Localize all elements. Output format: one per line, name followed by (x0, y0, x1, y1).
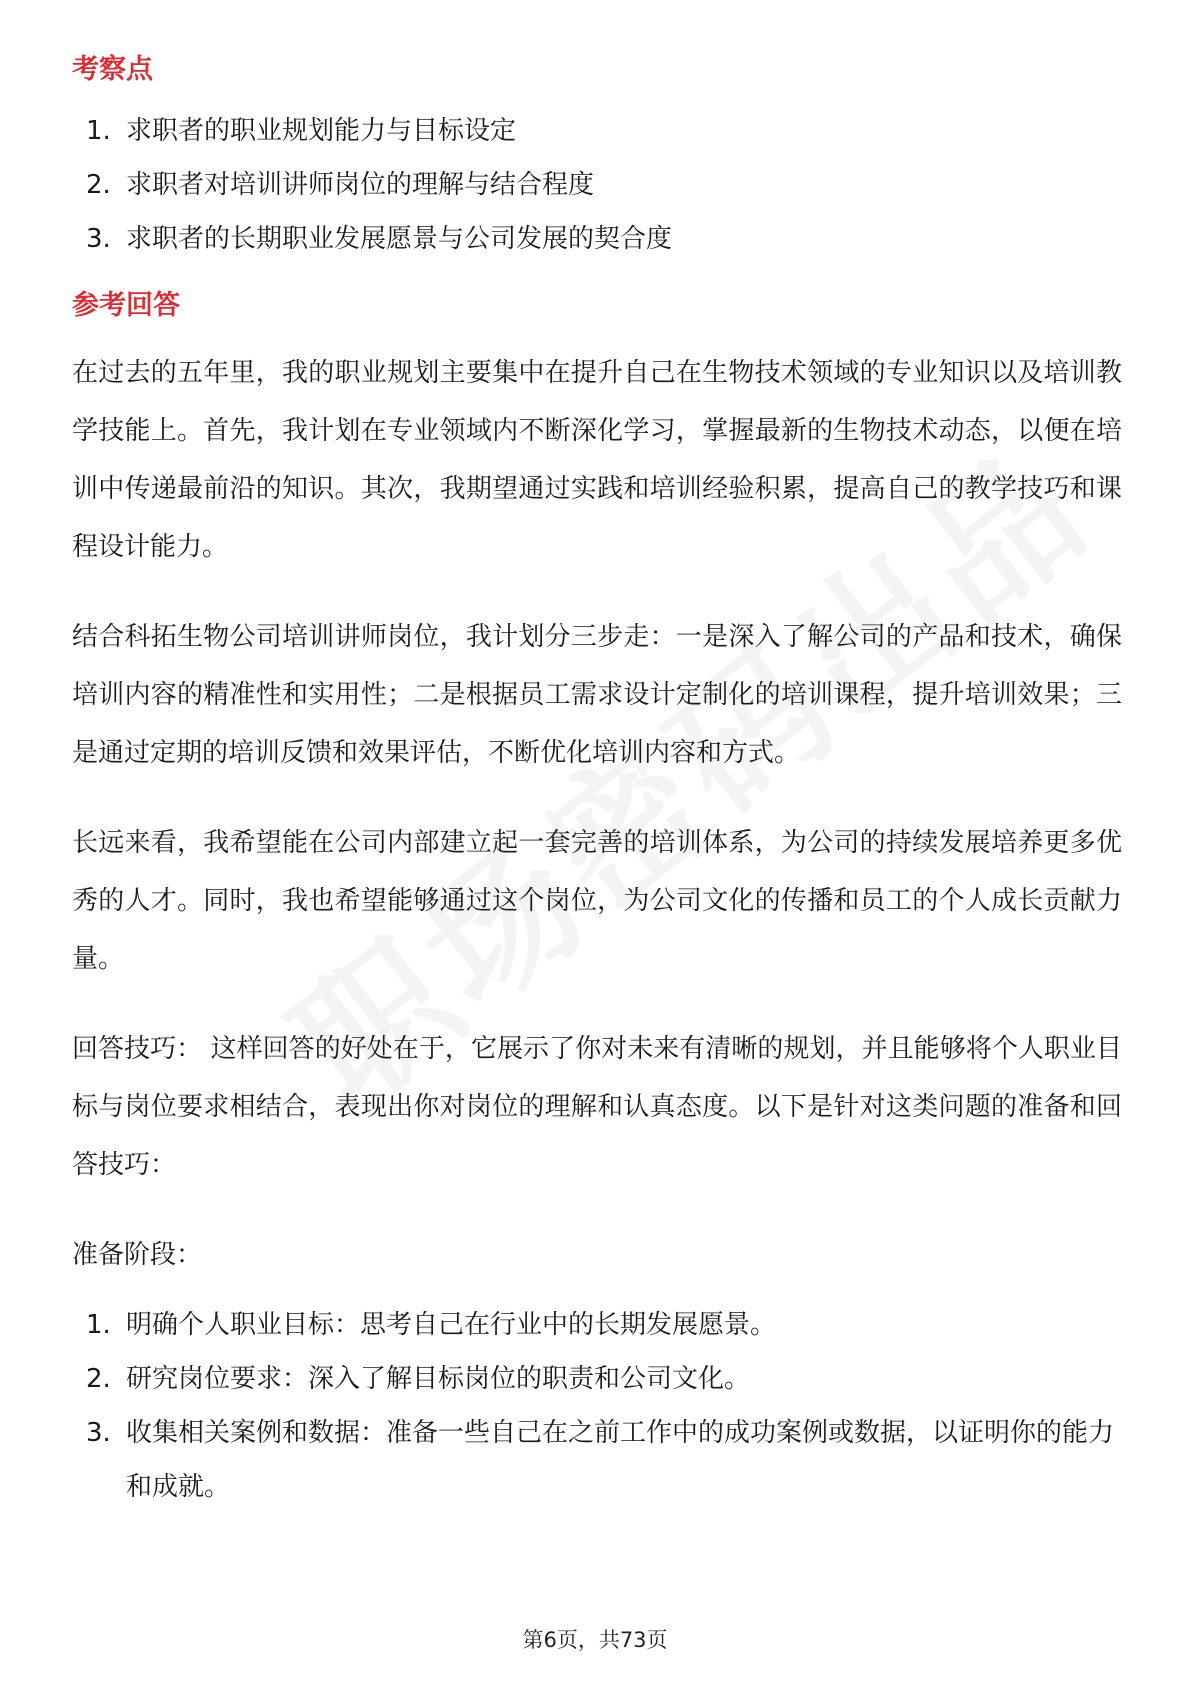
document-page (72, 44, 1122, 1514)
list-item-number: 2. (86, 1364, 111, 1394)
prep-stage-list (72, 1298, 1122, 1514)
list-item-text: 求职者对培训讲师岗位的理解与结合程度 (126, 170, 595, 200)
answer-paragraph: 结合科拓生物公司培训讲师岗位，我计划分三步走：一是深入了解公司的产品和技术，确保培训内容的精准性和实用性；二是根据员工需求设计定制化的培训课程，提升培训效果；三是通过定期的培训反馈和效果评估，不断优化培训内容和方式。 (72, 622, 1122, 768)
answer-tips-paragraph: 回答技巧： 这样回答的好处在于，它展示了你对未来有清晰的规划，并且能够将个人职业目标与岗位要求相结合，表现出你对岗位的理解和认真态度。以下是针对这类问题的准备和回答技巧： (72, 1034, 1122, 1180)
list-item (72, 1406, 1122, 1514)
list-item (72, 1298, 1122, 1352)
section-title-exam-points: 考察点 (72, 54, 153, 85)
list-item-text: 收集相关案例和数据：准备一些自己在之前工作中的成功案例或数据，以证明你的能力和成就。 (126, 1418, 1115, 1502)
answer-paragraph: 长远来看，我希望能在公司内部建立起一套完善的培训体系，为公司的持续发展培养更多优秀的人才。同时，我也希望能够通过这个岗位，为公司文化的传播和员工的个人成长贡献力量。 (72, 828, 1122, 974)
list-item-text: 求职者的职业规划能力与目标设定 (126, 116, 517, 146)
page-footer (0, 1624, 1190, 1654)
list-item (72, 104, 1122, 158)
answer-paragraph: 在过去的五年里，我的职业规划主要集中在提升自己在生物技术领域的专业知识以及培训教学技能上。首先，我计划在专业领域内不断深化学习，掌握最新的生物技术动态，以便在培训中传递最前沿的知识。其次，我期望通过实践和培训经验积累，提高自己的教学技巧和课程设计能力。 (72, 358, 1122, 562)
list-item (72, 158, 1122, 212)
section-title-reference-answer: 参考回答 (72, 290, 180, 321)
list-item-text: 研究岗位要求：深入了解目标岗位的职责和公司文化。 (126, 1364, 751, 1394)
list-item (72, 1352, 1122, 1406)
list-item-number: 3. (86, 224, 111, 254)
list-item-number: 2. (86, 170, 111, 200)
list-item-number: 1. (86, 116, 111, 146)
list-item-text: 明确个人职业目标：思考自己在行业中的长期发展愿景。 (126, 1310, 777, 1340)
list-item-number: 3. (86, 1418, 111, 1448)
list-item (72, 212, 1122, 266)
exam-points-list (72, 104, 1122, 266)
list-item-text: 求职者的长期职业发展愿景与公司发展的契合度 (126, 224, 673, 254)
prep-stage-label: 准备阶段： (72, 1240, 203, 1270)
list-item-number: 1. (86, 1310, 111, 1340)
page-number: 第6页，共73页 (522, 1628, 668, 1652)
